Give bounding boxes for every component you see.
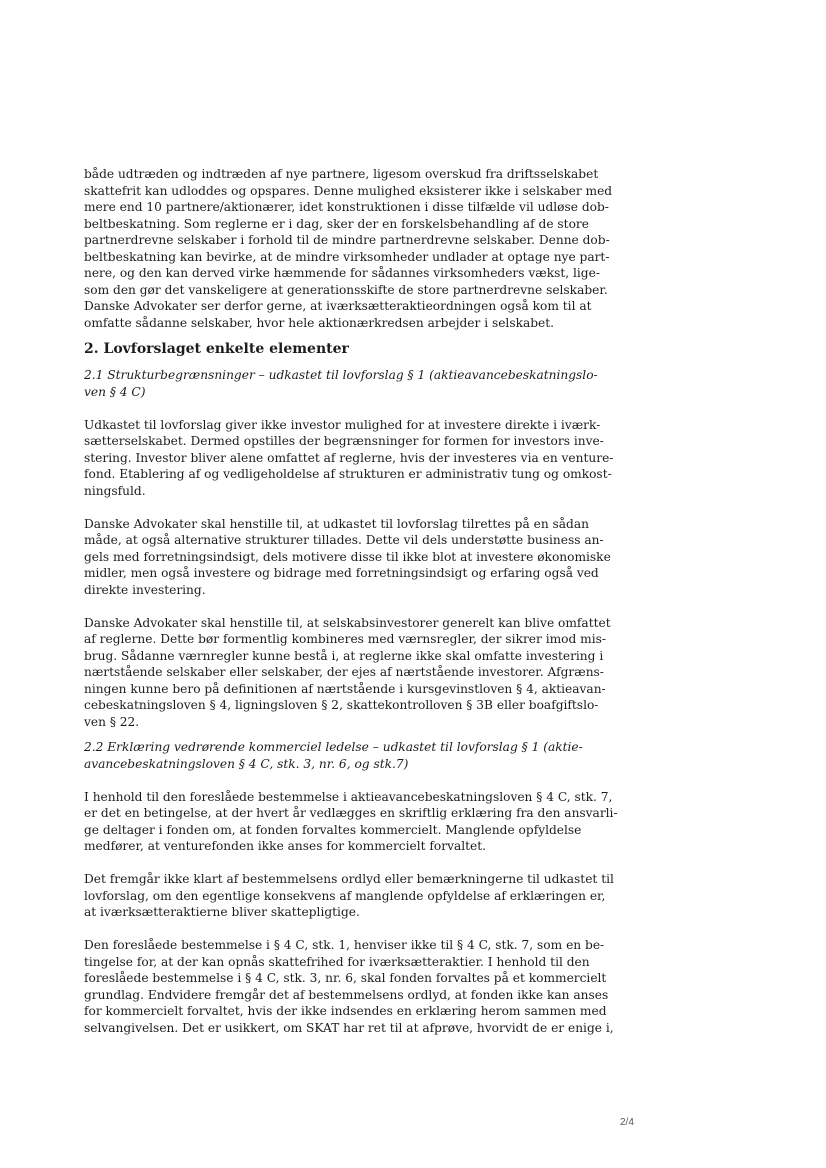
- text-line: direkte investering.: [84, 582, 206, 597]
- paragraph-spacer: [84, 400, 608, 417]
- paragraph-spacer: [84, 358, 608, 367]
- body-paragraph: [84, 871, 614, 921]
- section-heading: [84, 340, 608, 358]
- paragraph-spacer: [84, 730, 608, 739]
- text-line: gels med forretningsindsigt, dels motivere disse til ikke blot at investere økonomiske: [84, 549, 611, 564]
- text-line: nærtstående selskaber eller selskaber, der ejes af nærtstående investorer. Afgræns-: [84, 665, 604, 679]
- text-line: mere end 10 partnere/aktionærer, idet konstruktionen i disse tilfælde vil udløse dob-: [84, 200, 609, 214]
- text-line: ge deltager i fonden om, at fonden forvaltes kommercielt. Manglende opfyldelse: [84, 822, 582, 837]
- body-paragraph: [84, 166, 613, 331]
- text-line: Den foreslåede bestemmelse i § 4 C, stk. 1, henviser ikke til § 4 C, stk. 7, som en be-: [84, 938, 605, 952]
- text-line: cebeskatningsloven § 4, ligningsloven § 2, skattekontrolloven § 3B eller boafgiftslo-: [84, 698, 599, 712]
- text-line: sætterselskabet. Dermed opstilles der begrænsninger for formen for investors inve-: [84, 434, 604, 448]
- text-line: skattefrit kan udloddes og opspares. Denne mulighed eksisterer ikke i selskaber med: [84, 183, 613, 198]
- body-paragraph: [84, 937, 614, 1036]
- text-line: nere, og den kan derved virke hæmmende for sådannes virksomheders vækst, lige-: [84, 266, 600, 280]
- text-line: for kommercielt forvaltet, hvis der ikke indsendes en erklæring herom sammen med: [84, 1004, 607, 1018]
- text-line: avancebeskatningsloven § 4 C, stk. 3, nr. 6, og stk.7): [84, 756, 409, 771]
- text-line: brug. Sådanne værnregler kunne bestå i, at reglerne ikke skal omfatte investering i: [84, 648, 604, 663]
- text-line: lovforslag, om den egentlige konsekvens af manglende opfyldelse af erklæringen er,: [84, 888, 606, 903]
- body-paragraph: [84, 516, 611, 599]
- text-line: midler, men også investere og bidrage med forretningsindsigt og erfaring også ved: [84, 566, 599, 580]
- text-line: Udkastet til lovforslag giver ikke investor mulighed for at investere direkte i iværk-: [84, 417, 601, 432]
- text-line: som den gør det vanskeligere at generationsskifte de store partnerdrevne selskaber.: [84, 282, 608, 297]
- text-line: er det en betingelse, at der hvert år vedlægges en skriftlig erklæring fra den ansvarli-: [84, 806, 618, 820]
- text-line: beltbeskatning. Som reglerne er i dag, sker der en forskelsbehandling af de store: [84, 216, 589, 231]
- document-body: [84, 166, 618, 1036]
- text-line: måde, at også alternative strukturer tillades. Dette vil dels understøtte business an-: [84, 533, 604, 547]
- text-line: omfatte sådanne selskaber, hvor hele aktionærkredsen arbejder i selskabet.: [84, 315, 555, 330]
- text-line: selvangivelsen. Det er usikkert, om SKAT har ret til at afprøve, hvorvidt de er enige i,: [84, 1020, 614, 1035]
- text-line: Danske Advokater ser derfor gerne, at iværksætteraktieordningen også kom til at: [84, 299, 592, 313]
- body-paragraph: [84, 417, 614, 500]
- text-line: ningsfuld.: [84, 483, 146, 498]
- text-line: at iværksætteraktierne bliver skattepligtige.: [84, 905, 360, 919]
- text-line: I henhold til den foreslåede bestemmelse i aktieavancebeskatningsloven § 4 C, stk. 7,: [84, 789, 613, 804]
- text-line: stering. Investor bliver alene omfattet af reglerne, hvis der investeres via en venture-: [84, 450, 614, 465]
- body-paragraph: [84, 615, 611, 731]
- text-line: ningen kunne bero på definitionen af nærtstående i kursgevinstloven § 4, aktieavan-: [84, 681, 606, 696]
- page-number: 2/4: [620, 1117, 634, 1128]
- paragraph-spacer: [84, 331, 608, 340]
- text-line: Danske Advokater skal henstille til, at udkastet til lovforslag tilrettes på en sådan: [84, 516, 589, 531]
- paragraph-spacer: [84, 598, 608, 615]
- subsection-heading: [84, 739, 608, 772]
- text-line: Danske Advokater skal henstille til, at selskabsinvestorer generelt kan blive omfattet: [84, 615, 611, 630]
- paragraph-spacer: [84, 499, 608, 516]
- text-line: foreslåede bestemmelse i § 4 C, stk. 3, nr. 6, skal fonden forvaltes på et kommercielt: [84, 971, 607, 985]
- text-line: 2.2 Erklæring vedrørende kommerciel ledelse – udkastet til lovforslag § 1 (aktie-: [84, 740, 583, 754]
- paragraph-spacer: [84, 921, 608, 938]
- paragraph-spacer: [84, 772, 608, 789]
- text-line: Det fremgår ikke klart af bestemmelsens ordlyd eller bemærkningerne til udkastet til: [84, 872, 614, 886]
- text-line: medfører, at venturefonden ikke anses for kommercielt forvaltet.: [84, 839, 486, 853]
- text-line: af reglerne. Dette bør formentlig kombineres med værnsregler, der sikrer imod mis-: [84, 632, 606, 646]
- text-line: ven § 4 C): [84, 384, 146, 399]
- text-line: fond. Etablering af og vedligeholdelse af strukturen er administrativ tung og omkost-: [84, 467, 612, 481]
- text-line: 2. Lovforslaget enkelte elementer: [84, 341, 349, 357]
- text-line: grundlag. Endvidere fremgår det af bestemmelsens ordlyd, at fonden ikke kan anses: [84, 987, 609, 1002]
- text-line: 2.1 Strukturbegrænsninger – udkastet til lovforslag § 1 (aktieavancebeskatningslo-: [84, 368, 598, 382]
- paragraph-spacer: [84, 855, 608, 872]
- body-paragraph: [84, 789, 618, 855]
- text-line: både udtræden og indtræden af nye partnere, ligesom overskud fra driftsselskabet: [84, 167, 599, 181]
- text-line: partnerdrevne selskaber i forhold til de mindre partnerdrevne selskaber. Denne dob-: [84, 233, 610, 247]
- text-line: tingelse for, at der kan opnås skattefrihed for iværksætteraktier. I henhold til den: [84, 954, 590, 969]
- text-line: beltbeskatning kan bevirke, at de mindre virksomheder undlader at optage nye part-: [84, 249, 610, 264]
- text-line: ven § 22.: [84, 714, 140, 729]
- subsection-heading: [84, 367, 608, 400]
